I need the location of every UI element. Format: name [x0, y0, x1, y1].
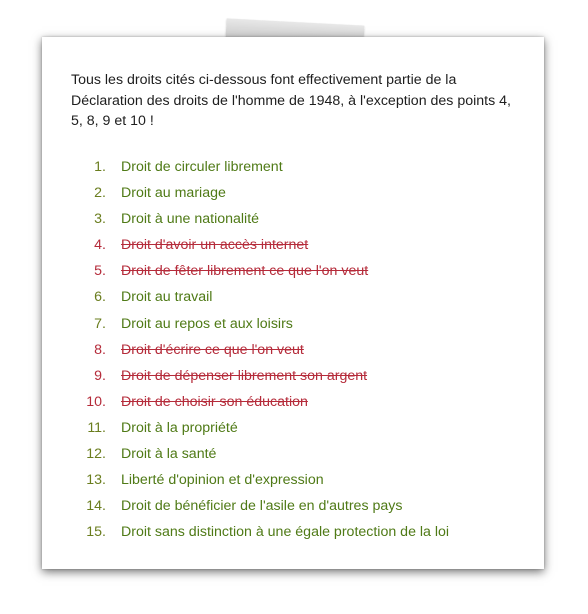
- item-label: Droit au travail: [121, 289, 213, 306]
- item-number: 14.: [86, 498, 106, 515]
- item-number: 7.: [94, 315, 106, 332]
- item-number: 10.: [86, 393, 106, 410]
- item-label: Droit d'avoir un accès internet: [121, 237, 309, 254]
- item-label: Droit de bénéficier de l'asile en d'autres pays: [121, 498, 403, 515]
- item-number: 1.: [94, 159, 106, 175]
- item-number: 4.: [94, 237, 106, 254]
- item-label: Droit d'écrire ce que l'on veut: [121, 341, 304, 358]
- item-label: Droit de fêter librement ce que l'on veut: [121, 263, 369, 280]
- list-item: [80, 467, 520, 493]
- list-item: [80, 311, 520, 337]
- intro-paragraph: Tous les droits cités ci-dessous font effectivement partie de la Déclaration des droits de l'homme de 1948, à l'exception des points 4, 5, 8, 9 et 10 !: [71, 72, 511, 129]
- list-item: [80, 154, 520, 180]
- list-item-struck: [80, 258, 520, 284]
- list-item: [80, 206, 520, 232]
- item-number: 13.: [86, 472, 106, 489]
- item-number: 3.: [94, 211, 106, 228]
- list-item-struck: [80, 363, 520, 389]
- list-item-struck: [80, 389, 520, 415]
- item-number: 15.: [86, 524, 106, 541]
- list-item-struck: [80, 232, 520, 258]
- item-label: Droit au mariage: [121, 185, 226, 202]
- list-item: [80, 493, 520, 519]
- item-number: 8.: [94, 341, 106, 358]
- item-label: Droit au repos et aux loisirs: [121, 315, 293, 332]
- list-item: [80, 180, 520, 206]
- item-label: Droit de choisir son éducation: [121, 393, 308, 410]
- list-item: [80, 415, 520, 441]
- item-number: 6.: [94, 289, 106, 306]
- list-item: [80, 441, 520, 467]
- list-item: [80, 519, 520, 545]
- item-label: Droit à la santé: [121, 446, 217, 463]
- item-number: 9.: [94, 367, 106, 384]
- list-item: [80, 284, 520, 310]
- item-label: Droit de dépenser librement son argent: [121, 367, 368, 384]
- item-label: Liberté d'opinion et d'expression: [121, 472, 324, 489]
- item-number: 5.: [94, 263, 106, 280]
- item-label: Droit à la propriété: [121, 419, 238, 436]
- item-label: Droit de circuler librement: [121, 159, 283, 175]
- item-number: 2.: [94, 185, 106, 202]
- list-item-struck: [80, 337, 520, 363]
- paper-note: [42, 37, 544, 569]
- rights-list: [80, 154, 520, 545]
- item-label: Droit sans distinction à une égale protection de la loi: [121, 524, 450, 541]
- item-number: 11.: [87, 419, 106, 436]
- item-label: Droit à une nationalité: [121, 211, 260, 228]
- item-number: 12.: [86, 446, 106, 463]
